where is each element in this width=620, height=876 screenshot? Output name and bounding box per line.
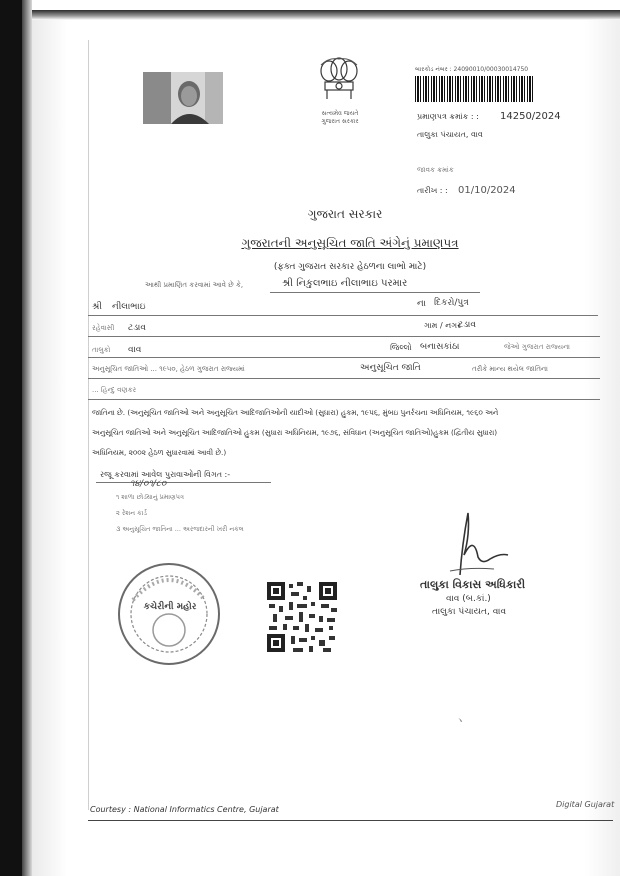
evidence-heading-rule <box>96 482 271 483</box>
state-emblem-icon <box>313 55 365 110</box>
state-label: જેઓ ગુજરાત રાજ્યના <box>504 343 571 351</box>
scan-edge-shadow <box>22 0 32 876</box>
resident-label: રહેવાસી <box>92 324 115 332</box>
footer-rule <box>88 820 613 821</box>
legal-para-line1: જાતિના છે. (અનુસૂચિત જાતિઓ અને અનુસૂચિત આદિજાતિઓની યાદીઓ (સુધારા) હુકમ, ૧૯૫૬, મુંબઇ પુનર્રચના અધિનિયમ, ૧૯૬૦ અને <box>92 408 499 417</box>
residence: ટડાવ <box>128 323 146 333</box>
son-of-label: ના <box>417 299 426 309</box>
caste-category: અનુસૂચિત જાતિ <box>360 363 421 373</box>
signatory-designation: વાવ (બ.કાં.) <box>446 594 491 604</box>
village: ટડાવ <box>458 320 476 330</box>
subcaste-rule <box>88 399 600 400</box>
issuing-office-top: તાલુકા પંચાયત, વાવ <box>417 130 483 139</box>
evidence-heading: રજૂ કરવામાં આવેલ પુરાવાઓની વિગત :- <box>100 470 231 479</box>
father-rule <box>88 315 598 316</box>
evidence-item-1: ૧ શાળા છોડ્યાનું પ્રમાણપત્ર <box>116 493 184 501</box>
seal-text: કચેરીની મહોર <box>143 602 197 612</box>
evidence-handwritten: ૧૪/૦૧/૮૦ <box>130 479 167 489</box>
caste-rule <box>88 378 600 379</box>
district-rule <box>88 357 600 358</box>
footer-digital-gujarat: Digital Gujarat <box>556 800 615 809</box>
caste-suffix: તરીકે માન્ય થયેલ જાતિના <box>472 365 548 373</box>
emblem-caption <box>318 110 362 126</box>
certificate-number: 14250/2024 <box>500 111 561 122</box>
margin-rule <box>88 40 89 810</box>
emblem-govt: ગુજરાત સરકાર <box>321 118 359 125</box>
scan-edge-dark <box>0 0 22 876</box>
emblem-motto: સત્યમેવ જયતે <box>321 110 359 117</box>
barcode-number: બારકોડ નંબર : 24090010/00030014750 <box>415 66 529 73</box>
barcode <box>415 76 533 102</box>
legal-para-line3: અધિનિયમ, ૨૦૦૨ હેઠળ સુધારવામાં આવી છે.) <box>92 448 227 457</box>
taluka: વાવ <box>128 345 142 355</box>
residence-rule <box>88 336 600 337</box>
subcaste-line: ... હિન્દુ વણકર <box>92 386 137 394</box>
caste-prefix: અનુસૂચિત જાતિઓ ... ૧૯૫૦, હેઠળ ગુજરાત રાજ્યમાં <box>92 365 245 373</box>
office-seal <box>115 560 223 668</box>
officer-signature <box>430 505 520 585</box>
certificate-number-label: પ્રમાણપત્ર ક્રમાંક : : <box>417 112 479 121</box>
applicant-photo <box>143 72 223 124</box>
village-label: ગામ / નગર <box>424 321 462 330</box>
government-heading: ગુજરાત સરકાર <box>307 207 383 221</box>
taluka-label: તાલુકો <box>92 346 111 354</box>
evidence-item-2: ૨ રેશન કાર્ડ <box>116 509 147 517</box>
certify-prefix: આથી પ્રમાણિત કરવામાં આવે છે કે, <box>145 281 244 289</box>
outward-label: જાવક ક્રમાંક <box>417 166 454 174</box>
certificate-title: ગુજરાતની અનુસૂચિત જાતિ અંગેનું પ્રમાણપત્ર <box>241 236 459 250</box>
qr-code <box>265 580 339 654</box>
father-prefix: શ્રી <box>92 302 102 312</box>
certificate-subtitle: (ફક્ત ગુજરાત સરકાર હેઠળના લાભો માટે) <box>273 262 427 272</box>
district-label: જિલ્લો <box>390 343 412 352</box>
footer-courtesy: Courtesy : National Informatics Centre, Gujarat <box>90 805 279 814</box>
date-label: તારીખ : : <box>417 186 448 195</box>
legal-para-line2: અનુસૂચિત જાતિઓ અને અનુસૂચિત આદિજાતિઓ હુકમ (સુધારા અધિનિયમ, ૧૯૭૬, સંવિધાન (અનુસૂચિત જાતિઓ)હુકમ (દ્વિતીય સુધારા) <box>92 428 498 437</box>
relation: દિકરો/પુત્ર <box>434 298 469 308</box>
signatory-office: તાલુકા પંચાયત, વાવ <box>432 607 507 617</box>
issue-date: 01/10/2024 <box>458 185 516 196</box>
stray-mark: ヽ <box>455 716 465 727</box>
signatory-title: તાલુકા વિકાસ અધિકારી <box>420 578 526 591</box>
applicant-name-rule <box>270 292 480 293</box>
scan-top-edge <box>32 10 620 20</box>
evidence-item-3: ૩ અનુસૂચિત જાતિના ... અરજદારની ખરી નકલ <box>116 525 244 533</box>
father-name: નીલાભાઇ <box>112 302 146 312</box>
district: બનાસકાંઠા <box>420 342 460 352</box>
applicant-name: શ્રી નિકુલભાઇ નીલાભાઇ પરમાર <box>282 278 408 289</box>
